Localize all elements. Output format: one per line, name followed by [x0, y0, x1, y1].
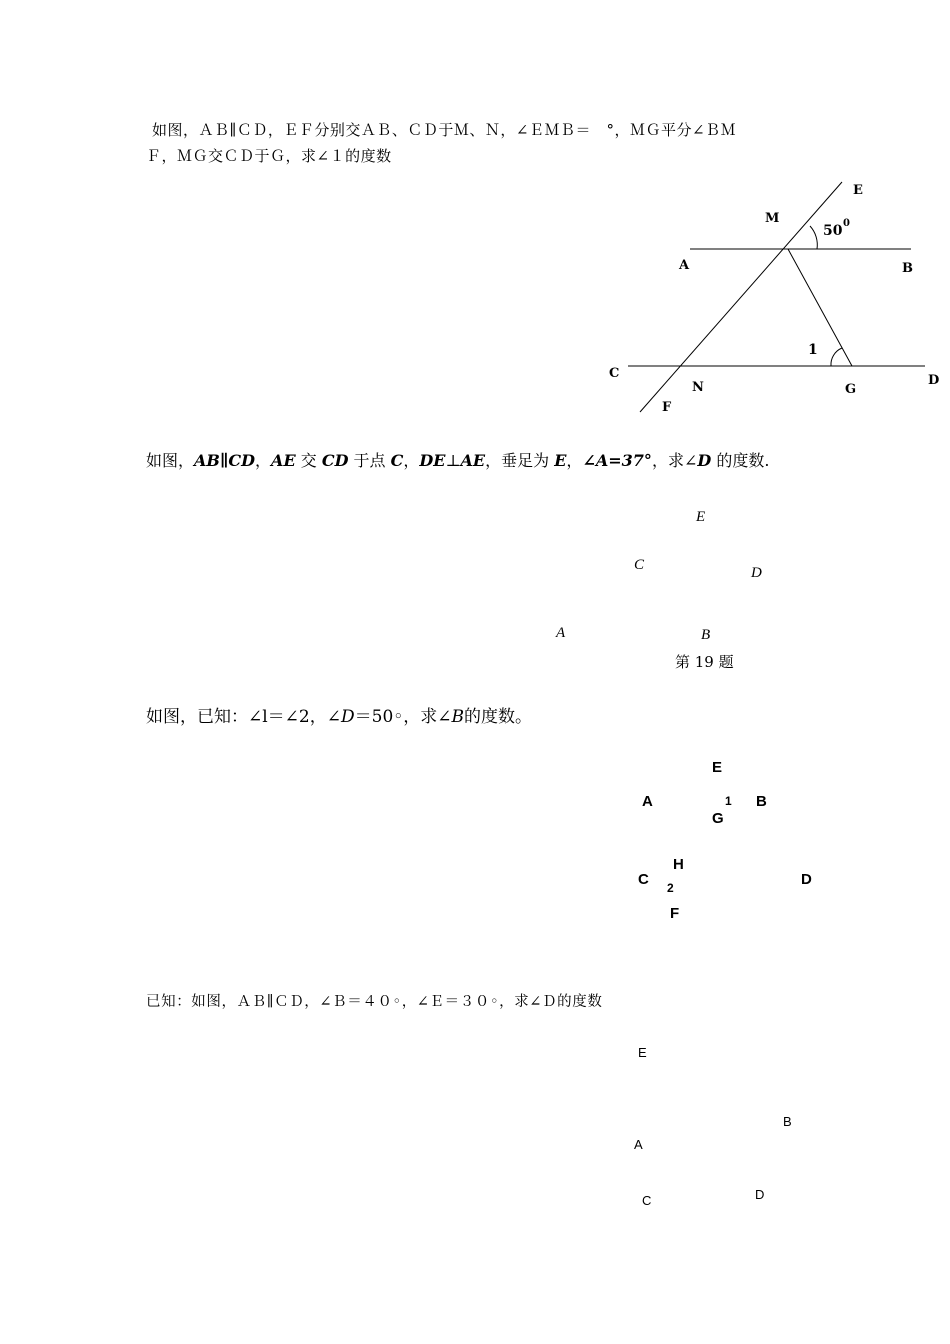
- p3-label-1: 1: [725, 794, 732, 808]
- p3-label-h: H: [673, 856, 684, 873]
- problem2-t10: 的度数.: [711, 451, 770, 470]
- label-50: 50: [823, 223, 843, 239]
- problem3-d: D: [341, 707, 355, 727]
- line-mg: [788, 249, 852, 366]
- p2-label-d: D: [751, 565, 762, 581]
- label-b: B: [902, 261, 913, 276]
- label-c: C: [609, 366, 620, 381]
- problem2-t1: 如图，: [146, 451, 195, 470]
- problem3-b: B: [451, 707, 465, 727]
- angle-arc-50: [810, 226, 817, 249]
- p3-label-g: G: [712, 810, 724, 827]
- problem2-t8: ，: [566, 451, 583, 470]
- p4-label-e: E: [638, 1045, 647, 1060]
- label-f: F: [662, 400, 672, 415]
- p3-label-b: B: [756, 793, 767, 810]
- problem1-line2: Ｆ，ＭＧ交ＣＤ于Ｇ，求∠１的度数: [146, 147, 392, 165]
- problem2-b1: AB∥CD: [194, 451, 256, 470]
- problem2-t4: 于点: [348, 451, 391, 470]
- problem2-b3: CD: [321, 451, 349, 470]
- p3-label-c: C: [638, 871, 649, 888]
- problem2-b7: E: [554, 451, 567, 470]
- problem4-text: 已知：如图，ＡＢ∥ＣＤ，∠Ｂ＝４０◦，∠Ｅ＝３０◦，求∠Ｄ的度数: [146, 994, 603, 1010]
- p3-label-2: 2: [667, 881, 674, 895]
- problem2-b5: DE: [419, 451, 446, 470]
- label-m: M: [765, 211, 780, 226]
- problem2-t5: ，: [403, 451, 420, 470]
- problem1-line1: 如图，ＡＢ∥ＣＤ，ＥＦ分别交ＡＢ、ＣＤ于Ｍ、Ｎ，∠ＥＭＢ＝ °，ＭＧ平分∠ＢＭ: [152, 121, 737, 139]
- p2-label-e: E: [696, 509, 706, 525]
- problem2-b2: AE: [271, 451, 296, 470]
- line-ef: [640, 182, 842, 412]
- p2-caption: 第 19 题: [675, 653, 734, 671]
- p3-label-e: E: [712, 759, 723, 776]
- label-g: G: [845, 382, 857, 397]
- problem2-t2: ，: [255, 451, 272, 470]
- problem2-b6: AE: [460, 451, 486, 470]
- p2-label-c: C: [634, 557, 645, 573]
- problem2-t7: ，垂足为: [485, 451, 555, 470]
- problem2-t9: ，求∠: [651, 451, 698, 470]
- problem2-t6: ⊥: [445, 451, 461, 470]
- label-e: E: [853, 183, 863, 198]
- label-d: D: [928, 373, 940, 388]
- problem3-t2: ＝50◦，求∠: [354, 707, 452, 727]
- p4-label-d: D: [755, 1187, 765, 1202]
- p2-label-a: A: [556, 625, 566, 641]
- problem3-t3: 的度数。: [464, 707, 533, 727]
- p3-label-d: D: [801, 871, 812, 888]
- problem2-t3: 交: [295, 451, 322, 470]
- p4-label-c: C: [642, 1193, 652, 1208]
- problem2-text: [146, 448, 769, 471]
- problem2-b9: D: [697, 451, 712, 470]
- angle-arc-1: [831, 348, 842, 366]
- p3-label-f: F: [670, 905, 680, 922]
- problem2-b4: C: [390, 451, 404, 470]
- p3-label-a: A: [642, 793, 653, 810]
- problem3-t1: 如图，已知：∠l＝∠2，∠: [146, 707, 341, 727]
- label-deg: 0: [843, 218, 850, 229]
- p4-label-b: B: [783, 1114, 792, 1129]
- p4-label-a: A: [634, 1137, 643, 1152]
- problem2-b8: ∠A=37°: [582, 451, 652, 470]
- label-1: 1: [808, 342, 818, 358]
- problem1-figure: [0, 0, 950, 430]
- label-a: A: [679, 258, 690, 273]
- problem3-text: [146, 702, 532, 727]
- p2-label-b: B: [701, 627, 711, 643]
- label-n: N: [692, 380, 704, 395]
